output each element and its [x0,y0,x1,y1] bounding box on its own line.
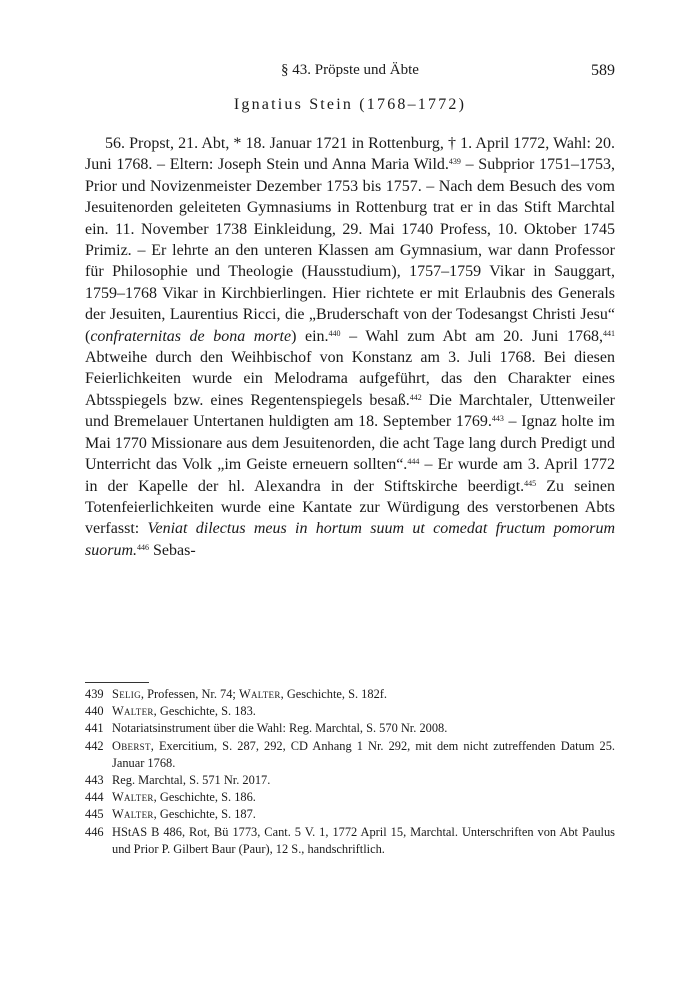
text-run: , Geschichte, S. 186. [153,790,256,805]
text-run: , Professen, Nr. 74; [140,687,239,701]
footnotes [85,686,615,858]
text-run: Sebas- [149,541,196,559]
running-head: § 43. Pröpste und Äbte [281,62,419,78]
footnote-text [112,738,615,772]
page-header [85,62,615,84]
text-run: – Wahl zum Abt am 20. Juni 1768, [340,327,603,345]
footnote-text: Notariatsinstrument über die Wahl: Reg. Marchtal, S. 570 Nr. 2008. [112,721,448,736]
footnote-ref-440[interactable]: 440 [328,328,341,338]
footnote [85,806,615,823]
author-name: Walter [238,687,281,701]
text-run: Zu seinen Totenfeierlichkeiten wurde eine Kantate zur Würdigung des verstorbenen Abts verfasst: [85,477,615,538]
footnote-ref-444[interactable]: 444 [407,457,420,467]
footnote-number: 441 [85,721,104,736]
footnote [85,720,615,737]
footnote-text: HStAS B 486, Rot, Bü 1773, Cant. 5 V. 1, 1772 April 15, Marchtal. Unterschriften von Abt Paulus und Prior P. Gilbert Baur (Paur), 12 S., handschriftlich. [112,824,615,856]
footnote-number: 443 [85,773,104,788]
footnote-number: 444 [85,790,104,805]
footnote-number: 445 [85,807,104,822]
text-run: 56. Propst, 21. Abt, * 18. Januar 1721 in Rottenburg, † 1. April 1772, Wahl: 20. Juni 1768. – Eltern: Joseph Stein und Anna Maria Wild. [85,135,615,174]
footnote-ref-443[interactable]: 443 [491,414,504,424]
footnote-separator [85,682,149,683]
footnote-ref-439[interactable]: 439 [448,157,461,167]
italic-quote: Veniat dilectus meus in hortum suum ut comedat fructum pomorum suorum. [85,520,615,559]
footnote [85,772,615,789]
text-run: , Geschichte, S. 187. [153,807,256,822]
footnote-ref-441[interactable]: 441 [603,328,615,338]
body-text [85,133,615,561]
footnote [85,824,615,858]
footnote-number: 439 [85,687,104,701]
text-run: , Exercitium, S. 287, 292, CD Anhang 1 Nr. 292, mit dem nicht zutreffenden Datum 25. Januar 1768. [112,738,615,770]
text-run: , Geschichte, S. 183. [153,704,256,719]
text-run: , Geschichte, S. 182f. [280,687,387,701]
text-run: – Ignaz holte im Mai 1770 Missionare aus dem Jesuitenorden, die acht Tage lang durch Predigt und Unterricht das Volk „im Geiste erneuern sollten“. [85,413,616,474]
author-name: Walter [112,790,154,805]
footnote-number: 440 [85,704,104,719]
author-name: Selig [112,687,141,701]
text-run: – Subprior 1751–1753, Prior und Novizenmeister Dezember 1753 bis 1757. – Nach dem Besuch des vom Jesuitenorden geleiteten Gymnasiums in Rottenburg trat er in das Stift Marchtal ein. 11. November 1738 Einkleidung, 29. Mai 1740 Profess, 10. Oktober 1745 Primiz. – Er lehrte an den unteren Klassen am Gymnasium, war dann Professor für Philosophie und Theologie (Hausstudium), 1757–1759 Vikar in Sauggart, 1759–1768 Vikar in Kirchbierlingen. Hier richtete er mit Erlaubnis des Generals der Jesuiten, Laurentius Ricci, die „Bruderschaft von der Todesangst Christi Jesu“ ( [85,156,615,345]
footnote-text [112,806,615,823]
body-paragraph [85,133,615,561]
footnote-text: Reg. Marchtal, S. 571 Nr. 2017. [112,773,271,788]
footnote-ref-442[interactable]: 442 [409,392,422,402]
author-name: Walter [112,807,154,822]
footnote [85,686,615,703]
footnote-text [112,686,615,703]
italic-phrase: confraternitas de bona morte [90,327,292,345]
text-run: ) ein. [291,327,329,345]
text-run: – Er wurde am 3. April 1772 in der Kapelle der hl. Alexandra in der Stiftskirche beerdigt. [85,456,615,495]
page-number: 589 [591,62,615,79]
footnote-number: 442 [85,738,104,753]
footnote [85,789,615,806]
section-title: Ignatius Stein (1768–1772) [233,96,467,113]
author-name: Oberst [112,738,151,753]
footnote-ref-446[interactable]: 446 [137,542,150,552]
footnote-text [112,789,615,806]
footnote-ref-445[interactable]: 445 [524,478,537,488]
footnote-number: 446 [85,824,104,839]
author-name: Walter [112,704,154,719]
text-run: Abtweihe durch den Weihbischof von Konstanz am 3. Juli 1768. Bei diesen Feierlichkeiten wurde ein Melodrama aufgeführt, das den Charakter eines Abtsspiegels bzw. eines Regentenspiegels besaß. [85,349,615,409]
footnote [85,703,615,720]
footnote-text [112,703,615,720]
footnote [85,738,615,772]
text-run: Die Marchtaler, Uttenweiler und Bremelauer Untertanen huldigten am 18. September 1769. [85,391,615,431]
